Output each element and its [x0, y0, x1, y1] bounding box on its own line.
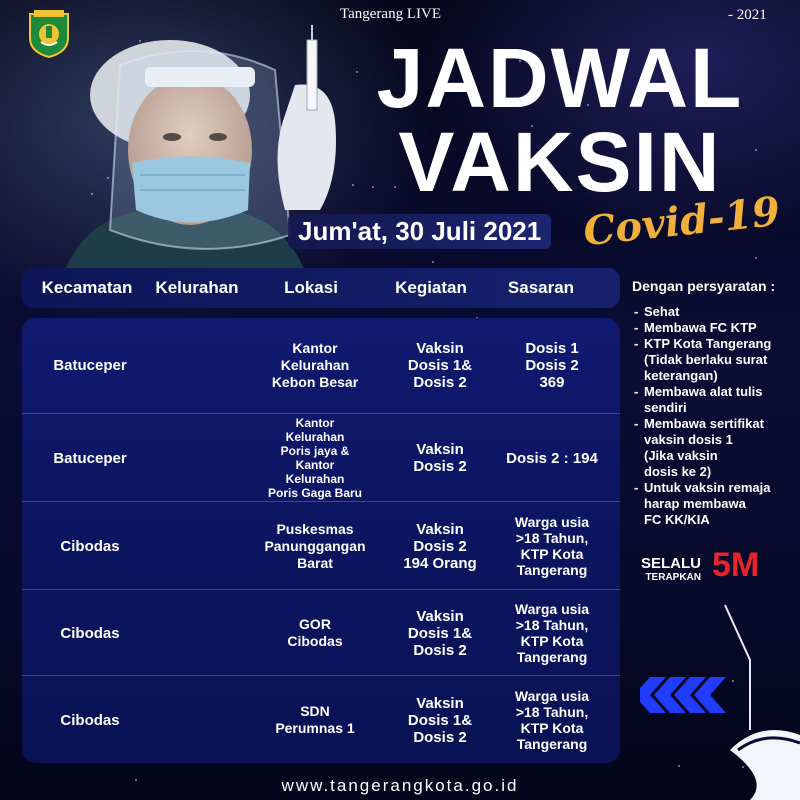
sparkle-dot — [755, 257, 757, 259]
cell-kecamatan: Batuceper — [53, 449, 127, 467]
cell-lokasi: Kantor Kelurahan Poris jaya & Kantor Kelurahan Poris Gaga Baru — [267, 416, 363, 500]
requirement-item: - Membawa FC KTP — [634, 320, 794, 336]
covid-label: Covid-19 — [581, 187, 783, 256]
cell-sasaran: Dosis 1 Dosis 2 369 — [525, 340, 579, 391]
header-sasaran: Sasaran — [507, 278, 575, 297]
cell-kecamatan: Batuceper — [53, 357, 127, 374]
cell-lokasi: GOR Cibodas — [287, 616, 343, 649]
table-row — [22, 318, 620, 413]
header-kelurahan: Kelurahan — [155, 278, 239, 297]
cell-kecamatan: Cibodas — [60, 711, 120, 729]
requirement-item: - Membawa alat tulis sendiri — [634, 384, 794, 416]
header-lokasi: Lokasi — [284, 278, 338, 297]
schedule-date: Jum'at, 30 Juli 2021 — [288, 214, 551, 249]
requirements-heading: Dengan persyaratan : — [632, 278, 776, 294]
table-row — [22, 675, 620, 763]
cell-kegiatan: Vaksin Dosis 2 — [413, 441, 467, 475]
table-row — [22, 501, 620, 590]
cell-sasaran: Warga usia >18 Tahun, KTP Kota Tangerang — [514, 514, 590, 578]
requirements-list — [634, 304, 794, 528]
campaign-slogan — [641, 556, 701, 584]
sparkle-dot — [678, 765, 680, 767]
brand-label: Tangerang LIVE — [340, 6, 441, 22]
cell-sasaran: Dosis 2 : 194 — [506, 449, 598, 467]
cell-kegiatan: Vaksin Dosis 1& Dosis 2 — [407, 694, 473, 746]
cell-lokasi: Puskesmas Panunggangan Barat — [264, 520, 366, 571]
requirement-item: - Sehat — [634, 304, 794, 320]
requirement-item: - Untuk vaksin remaja harap membawa FC KK/KIA — [634, 480, 794, 528]
title-line2: VAKSIN — [398, 115, 722, 209]
cell-lokasi: Kantor Kelurahan Kebon Besar — [271, 340, 359, 390]
header-kecamatan: Kecamatan — [41, 278, 133, 297]
title-line1: JADWAL — [376, 31, 744, 125]
cell-sasaran: Warga usia >18 Tahun, KTP Kota Tangerang — [514, 601, 590, 665]
terapkan-label: TERAPKAN — [645, 572, 701, 583]
chevron-left-icon — [640, 675, 730, 715]
cell-kecamatan: Cibodas — [60, 537, 120, 555]
cell-kegiatan: Vaksin Dosis 1& Dosis 2 — [407, 607, 473, 659]
cell-kegiatan: Vaksin Dosis 1& Dosis 2 — [407, 340, 473, 391]
decorative-line — [720, 600, 800, 800]
table-row — [22, 413, 620, 502]
website-url[interactable]: www.tangerangkota.go.id — [281, 776, 519, 795]
year-label: - 2021 — [728, 7, 767, 23]
cell-lokasi: SDN Perumnas 1 — [275, 703, 355, 736]
header-kegiatan: Kegiatan — [395, 278, 467, 297]
5m-label: 5M — [712, 546, 760, 584]
cell-kecamatan: Cibodas — [60, 624, 120, 642]
schedule-table — [22, 318, 620, 763]
selalu-label: SELALU — [641, 555, 701, 572]
cell-sasaran: Warga usia >18 Tahun, KTP Kota Tangerang — [514, 688, 590, 752]
sparkle-dot — [432, 261, 434, 263]
requirement-item: - KTP Kota Tangerang (Tidak berlaku surat keterangan) — [634, 336, 794, 384]
table-row — [22, 589, 620, 676]
requirement-item: - Membawa sertifikat vaksin dosis 1 (Jika vaksin dosis ke 2) — [634, 416, 794, 480]
cell-kegiatan: Vaksin Dosis 2 194 Orang — [403, 520, 477, 572]
